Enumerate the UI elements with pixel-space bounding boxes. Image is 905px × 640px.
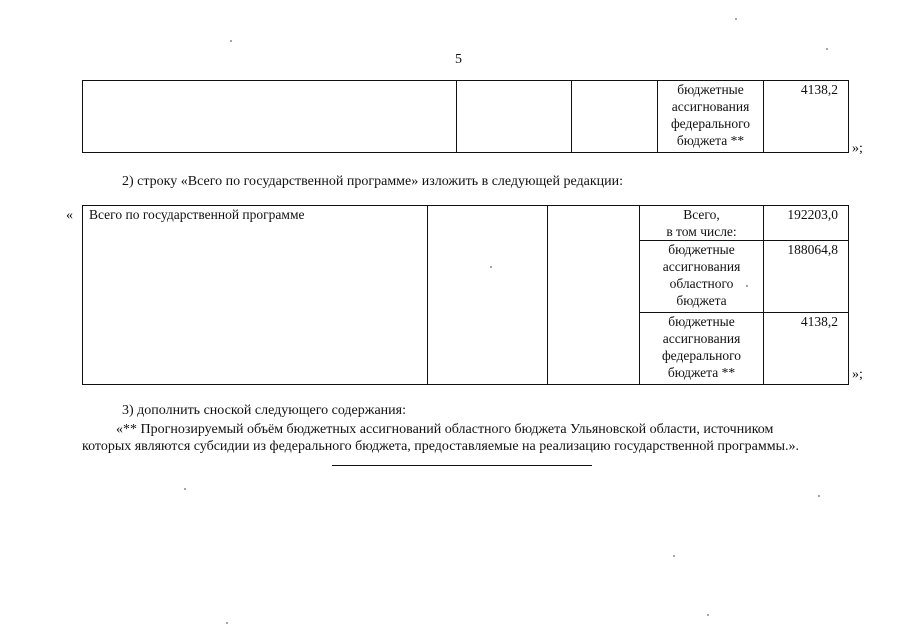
row-federal-label: бюджетные ассигнования федерального бюджета **	[640, 313, 764, 385]
row-regional-label: бюджетные ассигнования областного бюджета	[640, 241, 764, 313]
footnote-line-1: «** Прогнозируемый объём бюджетных ассигнований областного бюджета Ульяновской области, источником	[116, 422, 774, 437]
table2-cell-empty-1	[428, 206, 548, 385]
footnote-text	[82, 421, 864, 455]
row-regional-value: 188064,8	[764, 241, 849, 313]
scan-speck	[707, 614, 709, 616]
item-3-text: 3) дополнить сноской следующего содержания:	[122, 403, 406, 418]
program-title: Всего по государственной программе	[89, 207, 305, 222]
scan-speck	[673, 555, 675, 557]
scan-speck	[735, 18, 737, 20]
row-total-label: Всего, в том числе:	[640, 206, 764, 241]
scan-speck	[818, 495, 820, 497]
table1-budget-label: бюджетные ассигнования федерального бюджета **	[658, 81, 764, 153]
program-title-cell	[83, 206, 428, 385]
table2-cell-empty-2	[548, 206, 640, 385]
table1-cell-empty-2	[457, 81, 572, 153]
scan-speck	[826, 48, 828, 50]
table-continuation	[82, 80, 849, 153]
page-number: 5	[455, 52, 462, 67]
scan-speck	[184, 488, 186, 490]
opening-quote: «	[66, 208, 73, 223]
scan-speck	[746, 285, 748, 287]
table1-cell-empty-3	[572, 81, 658, 153]
closing-quote-2: »;	[852, 367, 863, 382]
row-federal-value: 4138,2	[764, 313, 849, 385]
row-total-value: 192203,0	[764, 206, 849, 241]
scan-speck	[230, 40, 232, 42]
closing-quote-1: »;	[852, 141, 863, 156]
table1-cell-empty-1	[83, 81, 457, 153]
item-2-text: 2) строку «Всего по государственной программе» изложить в следующей редакции:	[122, 174, 624, 189]
footnote-line-2: которых являются субсидии из федерального бюджета, предоставляемые на реализацию государственной программы.».	[82, 439, 799, 454]
scan-speck	[490, 266, 492, 268]
table-total-program	[82, 205, 849, 385]
separator-line	[332, 465, 592, 466]
table1-budget-value: 4138,2	[764, 81, 849, 153]
scan-speck	[226, 622, 228, 624]
